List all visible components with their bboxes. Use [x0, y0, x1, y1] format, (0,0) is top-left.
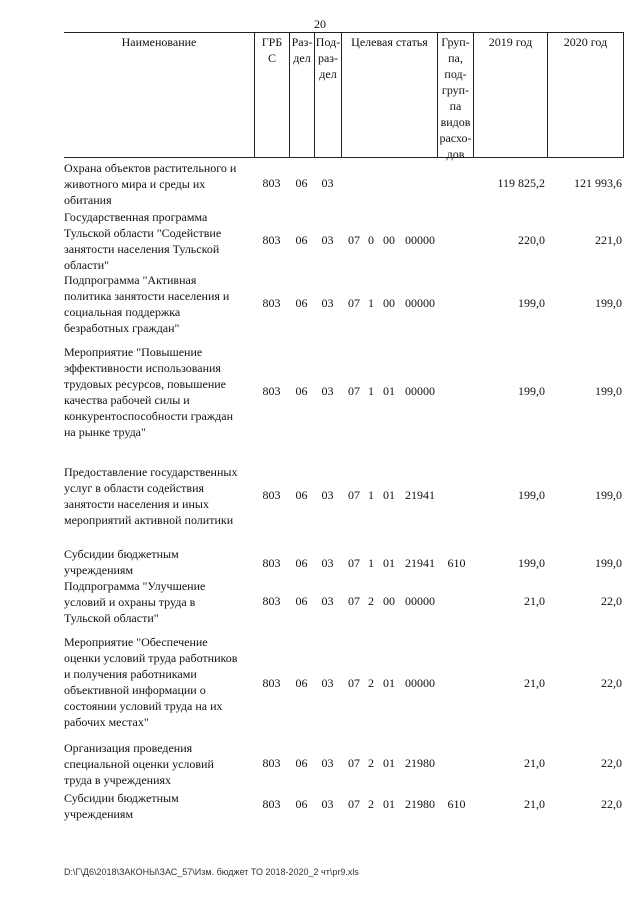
cell-rz: 06	[295, 296, 308, 310]
cell-t2: 2	[368, 797, 374, 811]
page-number: 20	[314, 17, 326, 31]
cell-pr: 03	[321, 233, 334, 247]
cell-rz: 06	[295, 676, 308, 690]
cell-t3: 00	[383, 594, 395, 608]
cell-v2020: 199,0	[595, 488, 622, 502]
cell-pr: 03	[321, 676, 334, 690]
cell-pr: 03	[321, 556, 334, 570]
cell-v2020: 22,0	[601, 797, 622, 811]
cell-v2019: 21,0	[524, 676, 545, 690]
cell-t4: 00000	[405, 296, 435, 310]
cell-t2: 2	[368, 676, 374, 690]
cell-v2019: 199,0	[518, 488, 545, 502]
row-name: Мероприятие "Обеспечение оценки условий труда работников и получения работниками объективной информации о состоянии условий труда на их рабочих местах"	[64, 635, 238, 729]
cell-v2019: 220,0	[518, 233, 545, 247]
cell-pr: 03	[321, 797, 334, 811]
cell-rz: 06	[295, 797, 308, 811]
cell-v2019: 21,0	[524, 594, 545, 608]
cell-grbs: 803	[262, 176, 281, 190]
cell-vr: 610	[447, 556, 466, 570]
row-name: Государственная программа Тульской области "Содействие занятости населения Тульской области"	[64, 210, 222, 272]
cell-t4: 00000	[405, 233, 435, 247]
cell-grbs: 803	[262, 296, 281, 310]
row-name: Мероприятие "Повышение эффективности использования трудовых ресурсов, повышение качества рабочей силы и конкурентоспособности граждан на рынке труда"	[64, 345, 234, 439]
row-name: Подпрограмма "Улучшение условий и охраны труда в Тульской области"	[64, 579, 206, 625]
cell-v2020: 22,0	[601, 676, 622, 690]
cell-grbs: 803	[262, 488, 281, 502]
cell-pr: 03	[321, 384, 334, 398]
cell-t1: 07	[348, 797, 360, 811]
cell-t4: 21941	[405, 488, 435, 502]
cell-v2020: 22,0	[601, 756, 622, 770]
cell-t2: 1	[368, 296, 374, 310]
cell-t3: 01	[383, 676, 395, 690]
cell-rz: 06	[295, 556, 308, 570]
cell-v2020: 22,0	[601, 594, 622, 608]
footer-file-path: D:\Г\Д6\2018\ЗАКОНЫ\ЗАС_57\Изм. бюджет ТО 2018-2020_2 чт\pr9.xls	[64, 867, 359, 877]
cell-t4: 00000	[405, 384, 435, 398]
cell-grbs: 803	[262, 676, 281, 690]
cell-t2: 1	[368, 384, 374, 398]
row-name: Организация проведения специальной оценки условий труда в учреждениях	[64, 741, 214, 787]
header-razdel: Раз- дел	[289, 33, 314, 157]
cell-v2020: 199,0	[595, 556, 622, 570]
cell-rz: 06	[295, 488, 308, 502]
cell-t2: 0	[368, 233, 374, 247]
cell-t1: 07	[348, 233, 360, 247]
cell-pr: 03	[321, 756, 334, 770]
row-name: Субсидии бюджетным учреждениям	[64, 791, 179, 821]
cell-grbs: 803	[262, 384, 281, 398]
header-podrazdel: Под- раз- дел	[314, 33, 341, 157]
cell-rz: 06	[295, 384, 308, 398]
cell-t2: 2	[368, 594, 374, 608]
cell-t3: 01	[383, 797, 395, 811]
header-2019: 2019 год	[473, 33, 547, 157]
cell-v2019: 199,0	[518, 556, 545, 570]
cell-grbs: 803	[262, 556, 281, 570]
cell-t2: 1	[368, 556, 374, 570]
cell-grbs: 803	[262, 756, 281, 770]
header-name: Наименование	[121, 35, 197, 49]
cell-t3: 01	[383, 384, 395, 398]
cell-t1: 07	[348, 296, 360, 310]
row-name: Охрана объектов растительного и животного мира и среды их обитания	[64, 161, 237, 207]
cell-t4: 21980	[405, 797, 435, 811]
cell-v2019: 199,0	[518, 384, 545, 398]
cell-grbs: 803	[262, 233, 281, 247]
cell-t2: 2	[368, 756, 374, 770]
cell-grbs: 803	[262, 797, 281, 811]
cell-pr: 03	[321, 296, 334, 310]
cell-grbs: 803	[262, 594, 281, 608]
cell-t1: 07	[348, 488, 360, 502]
row-name: Подпрограмма "Активная политика занятости населения и социальная поддержка безработных граждан"	[64, 273, 230, 335]
cell-v2020: 121 993,6	[574, 176, 622, 190]
cell-v2019: 21,0	[524, 797, 545, 811]
cell-rz: 06	[295, 176, 308, 190]
cell-t4: 21941	[405, 556, 435, 570]
cell-t1: 07	[348, 594, 360, 608]
row-name: Субсидии бюджетным учреждениям	[64, 547, 179, 577]
cell-v2020: 199,0	[595, 384, 622, 398]
header-2020: 2020 год	[547, 33, 624, 157]
cell-pr: 03	[321, 488, 334, 502]
row-name: Предоставление государственных услуг в области содействия занятости населения и иных мероприятий активной политики	[64, 465, 238, 527]
cell-t4: 00000	[405, 676, 435, 690]
cell-v2019: 119 825,2	[497, 176, 545, 190]
cell-pr: 03	[321, 594, 334, 608]
cell-v2019: 21,0	[524, 756, 545, 770]
cell-vr: 610	[447, 797, 466, 811]
cell-t4: 00000	[405, 594, 435, 608]
cell-t3: 01	[383, 488, 395, 502]
cell-t4: 21980	[405, 756, 435, 770]
cell-v2020: 199,0	[595, 296, 622, 310]
header-target: Целевая статья	[341, 33, 437, 157]
header-grbs: ГРБ С	[254, 33, 289, 157]
cell-t3: 00	[383, 233, 395, 247]
cell-v2020: 221,0	[595, 233, 622, 247]
cell-t2: 1	[368, 488, 374, 502]
cell-pr: 03	[321, 176, 334, 190]
cell-t1: 07	[348, 756, 360, 770]
cell-t3: 01	[383, 556, 395, 570]
table-header	[64, 32, 624, 161]
cell-t3: 00	[383, 296, 395, 310]
cell-v2019: 199,0	[518, 296, 545, 310]
cell-rz: 06	[295, 233, 308, 247]
cell-t1: 07	[348, 384, 360, 398]
cell-t3: 01	[383, 756, 395, 770]
header-group: Груп- па, под- груп- па видов расхо- дов	[437, 33, 473, 157]
cell-t1: 07	[348, 676, 360, 690]
cell-rz: 06	[295, 594, 308, 608]
cell-rz: 06	[295, 756, 308, 770]
cell-t1: 07	[348, 556, 360, 570]
